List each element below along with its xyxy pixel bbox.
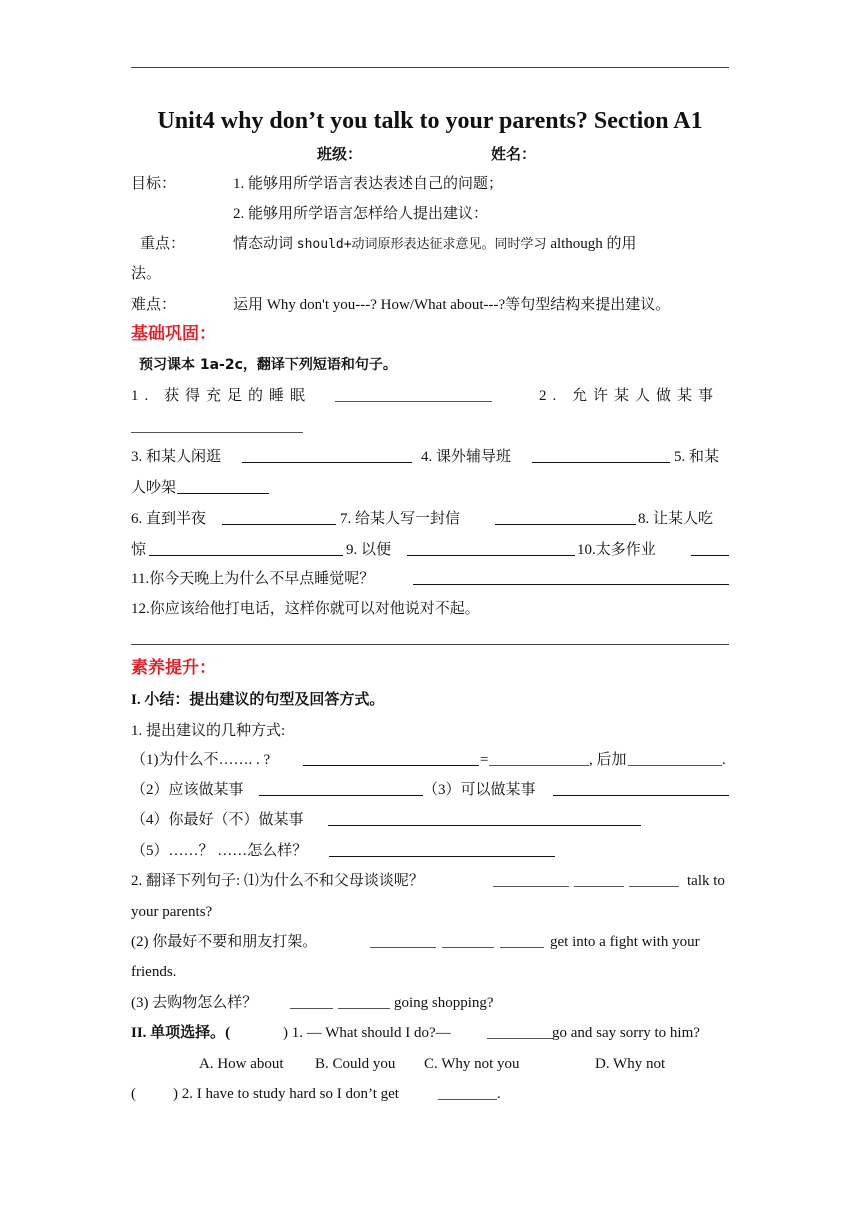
- sub2-a-cont-row: your parents?: [131, 904, 213, 920]
- q1-q2-row: [131, 386, 729, 406]
- q3-q5-row: [131, 447, 729, 467]
- way2-blank: [259, 781, 423, 796]
- goal-row-1: [131, 174, 729, 194]
- sub2-a-row: [131, 871, 729, 891]
- sub2-c-row: [131, 993, 729, 1013]
- sub2-a-end: talk to: [687, 873, 725, 889]
- part2-q2-end: .: [497, 1086, 501, 1102]
- way5-label: （5）……？ ……怎么样？: [131, 843, 308, 859]
- part2-q1-blank: [487, 1024, 553, 1039]
- q11-blank: [413, 570, 729, 585]
- q6-q8-row: [131, 509, 729, 529]
- class-label: 班级：: [317, 147, 363, 163]
- part2-q2-row: [131, 1084, 729, 1104]
- option-a: A. How about: [199, 1056, 284, 1072]
- q7-blank: [495, 510, 636, 525]
- key-text-mono: should+动词原形表达征求意见。同时学习: [296, 237, 547, 252]
- q12-label: 12.你应该给他打电话，这样你就可以对他说对不起。: [131, 601, 480, 617]
- q5-label-cont: 人吵架: [131, 480, 177, 496]
- part2-q1-row: [131, 1023, 729, 1043]
- way4-blank: [328, 811, 641, 826]
- sub2-a-blank-3: [629, 872, 679, 887]
- diff-label: 难点：: [131, 297, 177, 313]
- way5-blank: [329, 842, 555, 857]
- diff-text: 运用 Why don't you---? How/What about---?等句型结构来提出建议。: [233, 297, 671, 313]
- sub2-b-row: [131, 932, 729, 952]
- diff-row: [131, 295, 729, 315]
- sub2-a-blank-2: [574, 872, 624, 887]
- sub2-b-end: get into a fight with your: [550, 934, 700, 950]
- key-text-cont: 法。: [131, 266, 162, 282]
- way1-row: [131, 750, 729, 770]
- section1-heading: 基础巩固：: [131, 324, 216, 344]
- sub2-b-label: (2) 你最好不要和朋友打架。: [131, 934, 318, 950]
- q11-label: 11.你今天晚上为什么不早点睡觉呢？: [131, 571, 375, 587]
- q3-label: 3. 和某人闲逛: [131, 449, 222, 465]
- part2-q1-end: go and say sorry to him?: [552, 1025, 700, 1041]
- option-d: D. Why not: [595, 1056, 666, 1072]
- part2-q2-label: ) 2. I have to study hard so I don’t get: [173, 1086, 399, 1102]
- q1-label: 1. 获得充足的睡眠: [131, 388, 312, 404]
- q2-blank: [131, 418, 303, 433]
- top-rule: [131, 67, 729, 68]
- q5-blank: [177, 479, 269, 494]
- option-c: C. Why not you: [424, 1056, 520, 1072]
- q12-row: [131, 599, 729, 619]
- part2-title: II. 单项选择。(: [131, 1025, 231, 1041]
- way1-label: （1)为什么不……. . ?: [131, 752, 271, 768]
- sub2-b-blank-2: [442, 933, 494, 948]
- q6-label: 6. 直到半夜: [131, 511, 207, 527]
- way5-row: [131, 841, 729, 861]
- way1-eq: =: [480, 752, 489, 768]
- way2-label: （2）应该做某事: [131, 782, 244, 798]
- q4-blank: [532, 448, 670, 463]
- sub2-c-blank-1: [290, 994, 333, 1009]
- page-title: Unit4 why don’t you talk to your parents? Section A1: [157, 108, 703, 134]
- q5-row-cont: [131, 478, 729, 498]
- way4-row: [131, 810, 729, 830]
- sub2-c-end: going shopping?: [394, 995, 494, 1011]
- way3-label: （3）可以做某事: [423, 782, 536, 798]
- way4-label: （4）你最好（不）做某事: [131, 812, 304, 828]
- goal-1: 1. 能够用所学语言表达表述自己的问题；: [233, 176, 504, 192]
- part2-q2-blank: [438, 1085, 497, 1100]
- q2-label: 2. 允许某人做某事: [539, 388, 720, 404]
- way2-way3-row: [131, 780, 729, 800]
- sub2-c-blank-2: [338, 994, 390, 1009]
- way1-end: .: [722, 752, 726, 768]
- q9-blank: [407, 541, 575, 556]
- key-row-cont: [131, 264, 729, 284]
- section-divider: [131, 644, 729, 645]
- way1-blank-2: [489, 751, 589, 766]
- key-text-b: although 的用: [546, 236, 637, 252]
- q11-row: [131, 569, 729, 589]
- q8-label: 8. 让某人吃: [638, 511, 714, 527]
- q5-label: 5. 和某: [674, 449, 720, 465]
- sub2-c-label: (3) 去购物怎么样？: [131, 995, 258, 1011]
- q10-label: 10.太多作业: [577, 542, 656, 558]
- q8-label-cont: 惊: [131, 542, 147, 558]
- sub2-a-blank-1: [493, 872, 569, 887]
- section2-heading: 素养提升：: [131, 658, 216, 678]
- q10-blank: [691, 541, 729, 556]
- sub2-b-cont-row: friends.: [131, 964, 177, 980]
- key-text-a: 情态动词: [233, 236, 297, 252]
- way1-blank-1: [303, 751, 479, 766]
- key-label: 重点：: [140, 236, 186, 252]
- sub1-title: 1. 提出建议的几种方式:: [131, 723, 286, 739]
- q3-blank: [242, 448, 412, 463]
- goal-2: 2. 能够用所学语言怎样给人提出建议：: [233, 206, 489, 222]
- q8-q10-row: [131, 540, 729, 560]
- q4-label: 4. 课外辅导班: [421, 449, 512, 465]
- q6-blank: [222, 510, 336, 525]
- part1-title: I. 小结：提出建议的句型及回答方式。: [131, 692, 385, 708]
- section1-instruction: 预习课本 1a-2c，翻译下列短语和句子。: [139, 357, 397, 373]
- q8-blank: [149, 541, 343, 556]
- way1-blank-3: [628, 751, 722, 766]
- sub2-a-label: 2. 翻译下列句子: ⑴为什么不和父母谈谈呢？: [131, 873, 424, 889]
- part2-q1-label: ) 1. — What should I do?—: [283, 1025, 451, 1041]
- name-label: 姓名：: [491, 147, 537, 163]
- goal-label: 目标：: [131, 176, 177, 192]
- q7-label: 7. 给某人写一封信: [340, 511, 461, 527]
- key-text: [233, 234, 637, 255]
- way3-blank: [553, 781, 729, 796]
- way1-after: , 后加: [589, 752, 627, 768]
- part2-q2-paren: (: [131, 1086, 136, 1102]
- option-b: B. Could you: [315, 1056, 396, 1072]
- q9-label: 9. 以便: [346, 542, 392, 558]
- q1-blank: [335, 387, 492, 402]
- sub2-b-blank-3: [500, 933, 544, 948]
- sub2-b-blank-1: [370, 933, 436, 948]
